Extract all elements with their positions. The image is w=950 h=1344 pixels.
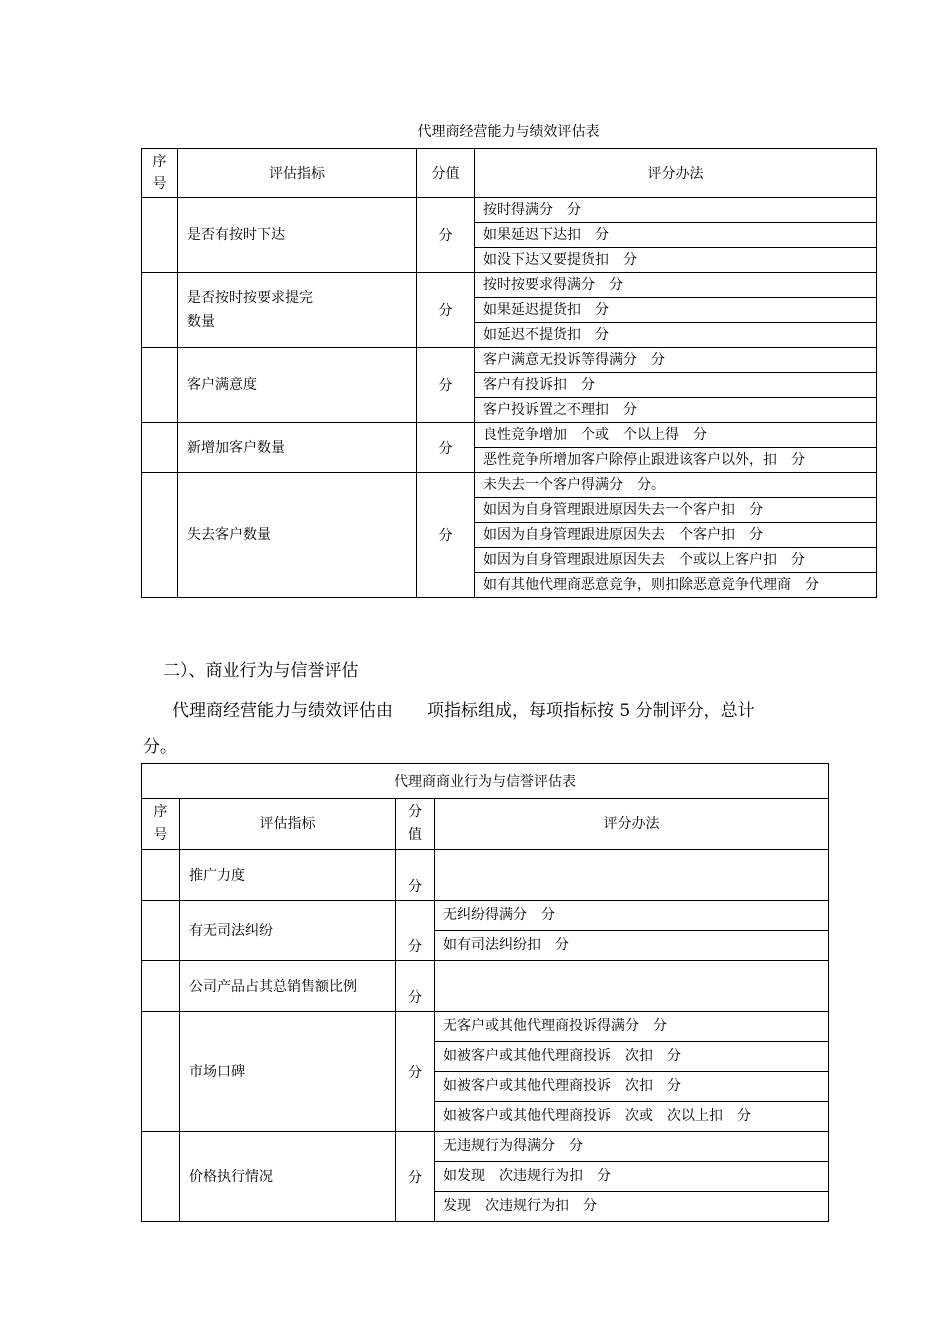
- table1-caption: 代理商经营能力与绩效评估表: [417, 124, 600, 140]
- seq-cell: [142, 961, 180, 1012]
- method-cell: 如被客户或其他代理商投诉 次或 次以上扣 分: [435, 1102, 829, 1132]
- table-row: [142, 1132, 829, 1162]
- header-method: 评分办法: [435, 799, 829, 850]
- header-indicator: 评估指标: [178, 149, 417, 198]
- score-cell: 分: [417, 423, 475, 473]
- indicator-cell: 是否按时按要求提完 数量: [178, 273, 417, 348]
- indicator-cell: 新增加客户数量: [178, 423, 417, 473]
- table-row: [142, 348, 877, 373]
- table-row: [142, 473, 877, 498]
- header-seq: 序 号: [142, 799, 180, 850]
- score-cell: 分: [417, 273, 475, 348]
- indicator-cell: 推广力度: [180, 850, 396, 901]
- seq-cell: [142, 423, 178, 473]
- indicator-cell: 市场口碑: [180, 1012, 396, 1132]
- section-paragraph-line1: 代理商经营能力与绩效评估由 项指标组成，每项指标按 5 分制评分，总计: [172, 701, 755, 721]
- table-header-row: [142, 799, 829, 850]
- header-seq: 序 号: [142, 149, 178, 198]
- method-cell: 良性竞争增加 个或 个以上得 分: [475, 423, 877, 448]
- method-cell: 如果延迟提货扣 分: [475, 298, 877, 323]
- indicator-cell: 价格执行情况: [180, 1132, 396, 1222]
- method-cell: 无客户或其他代理商投诉得满分 分: [435, 1012, 829, 1042]
- header-indicator: 评估指标: [180, 799, 396, 850]
- header-score: 分值: [417, 149, 475, 198]
- header-score: 分 值: [396, 799, 435, 850]
- method-cell: 如被客户或其他代理商投诉 次扣 分: [435, 1072, 829, 1102]
- section-heading: 二）、商业行为与信誉评估: [163, 661, 359, 681]
- score-cell: 分: [396, 901, 435, 961]
- method-cell: 无纠纷得满分 分: [435, 901, 829, 931]
- method-cell: 客户投诉置之不理扣 分: [475, 398, 877, 423]
- table2-title: 代理商商业行为与信誉评估表: [142, 764, 829, 799]
- table-row: [142, 961, 829, 1012]
- section-paragraph-line2: 分。: [143, 737, 177, 757]
- seq-cell: [142, 273, 178, 348]
- seq-cell: [142, 473, 178, 598]
- method-cell: 如被客户或其他代理商投诉 次扣 分: [435, 1042, 829, 1072]
- table-row: [142, 423, 877, 448]
- method-cell: 客户满意无投诉等得满分 分: [475, 348, 877, 373]
- score-cell: 分: [417, 198, 475, 273]
- score-cell: 分: [417, 348, 475, 423]
- method-cell: 如有司法纠纷扣 分: [435, 931, 829, 961]
- seq-cell: [142, 1012, 180, 1132]
- seq-cell: [142, 1132, 180, 1222]
- indicator-cell: 客户满意度: [178, 348, 417, 423]
- score-cell: 分: [396, 1132, 435, 1222]
- seq-cell: [142, 850, 180, 901]
- method-cell: 如因为自身管理跟进原因失去 个或以上客户扣 分: [475, 548, 877, 573]
- indicator-cell: 失去客户数量: [178, 473, 417, 598]
- table-row: [142, 901, 829, 931]
- method-cell: 如因为自身管理跟进原因失去一个客户扣 分: [475, 498, 877, 523]
- indicator-cell: 是否有按时下达: [178, 198, 417, 273]
- method-cell: 恶性竞争所增加客户除停止跟进该客户以外，扣 分: [475, 448, 877, 473]
- method-cell: 无违规行为得满分 分: [435, 1132, 829, 1162]
- method-cell: 如发现 次违规行为扣 分: [435, 1162, 829, 1192]
- method-cell: [435, 850, 829, 901]
- table-header-row: [142, 149, 877, 198]
- indicator-cell: 公司产品占其总销售额比例: [180, 961, 396, 1012]
- method-cell: 如延迟不提货扣 分: [475, 323, 877, 348]
- method-cell: 发现 次违规行为扣 分: [435, 1192, 829, 1222]
- performance-evaluation-table: [141, 148, 877, 598]
- score-cell: 分: [396, 961, 435, 1012]
- seq-cell: [142, 198, 178, 273]
- method-cell: 按时按要求得满分 分: [475, 273, 877, 298]
- method-cell: [435, 961, 829, 1012]
- table-row: [142, 1012, 829, 1042]
- method-cell: 未失去一个客户得满分 分。: [475, 473, 877, 498]
- method-cell: 如因为自身管理跟进原因失去 个客户扣 分: [475, 523, 877, 548]
- method-cell: 如没下达又要提货扣 分: [475, 248, 877, 273]
- table-title-row: [142, 764, 829, 799]
- score-cell: 分: [396, 1012, 435, 1132]
- method-cell: 如果延迟下达扣 分: [475, 223, 877, 248]
- header-method: 评分办法: [475, 149, 877, 198]
- method-cell: 如有其他代理商恶意竞争，则扣除恶意竞争代理商 分: [475, 573, 877, 598]
- score-cell: 分: [396, 850, 435, 901]
- table-row: [142, 850, 829, 901]
- table-row: [142, 198, 877, 223]
- indicator-cell: 有无司法纠纷: [180, 901, 396, 961]
- seq-cell: [142, 348, 178, 423]
- method-cell: 客户有投诉扣 分: [475, 373, 877, 398]
- business-reputation-table: [141, 763, 829, 1222]
- seq-cell: [142, 901, 180, 961]
- method-cell: 按时得满分 分: [475, 198, 877, 223]
- score-cell: 分: [417, 473, 475, 598]
- table-row: [142, 273, 877, 298]
